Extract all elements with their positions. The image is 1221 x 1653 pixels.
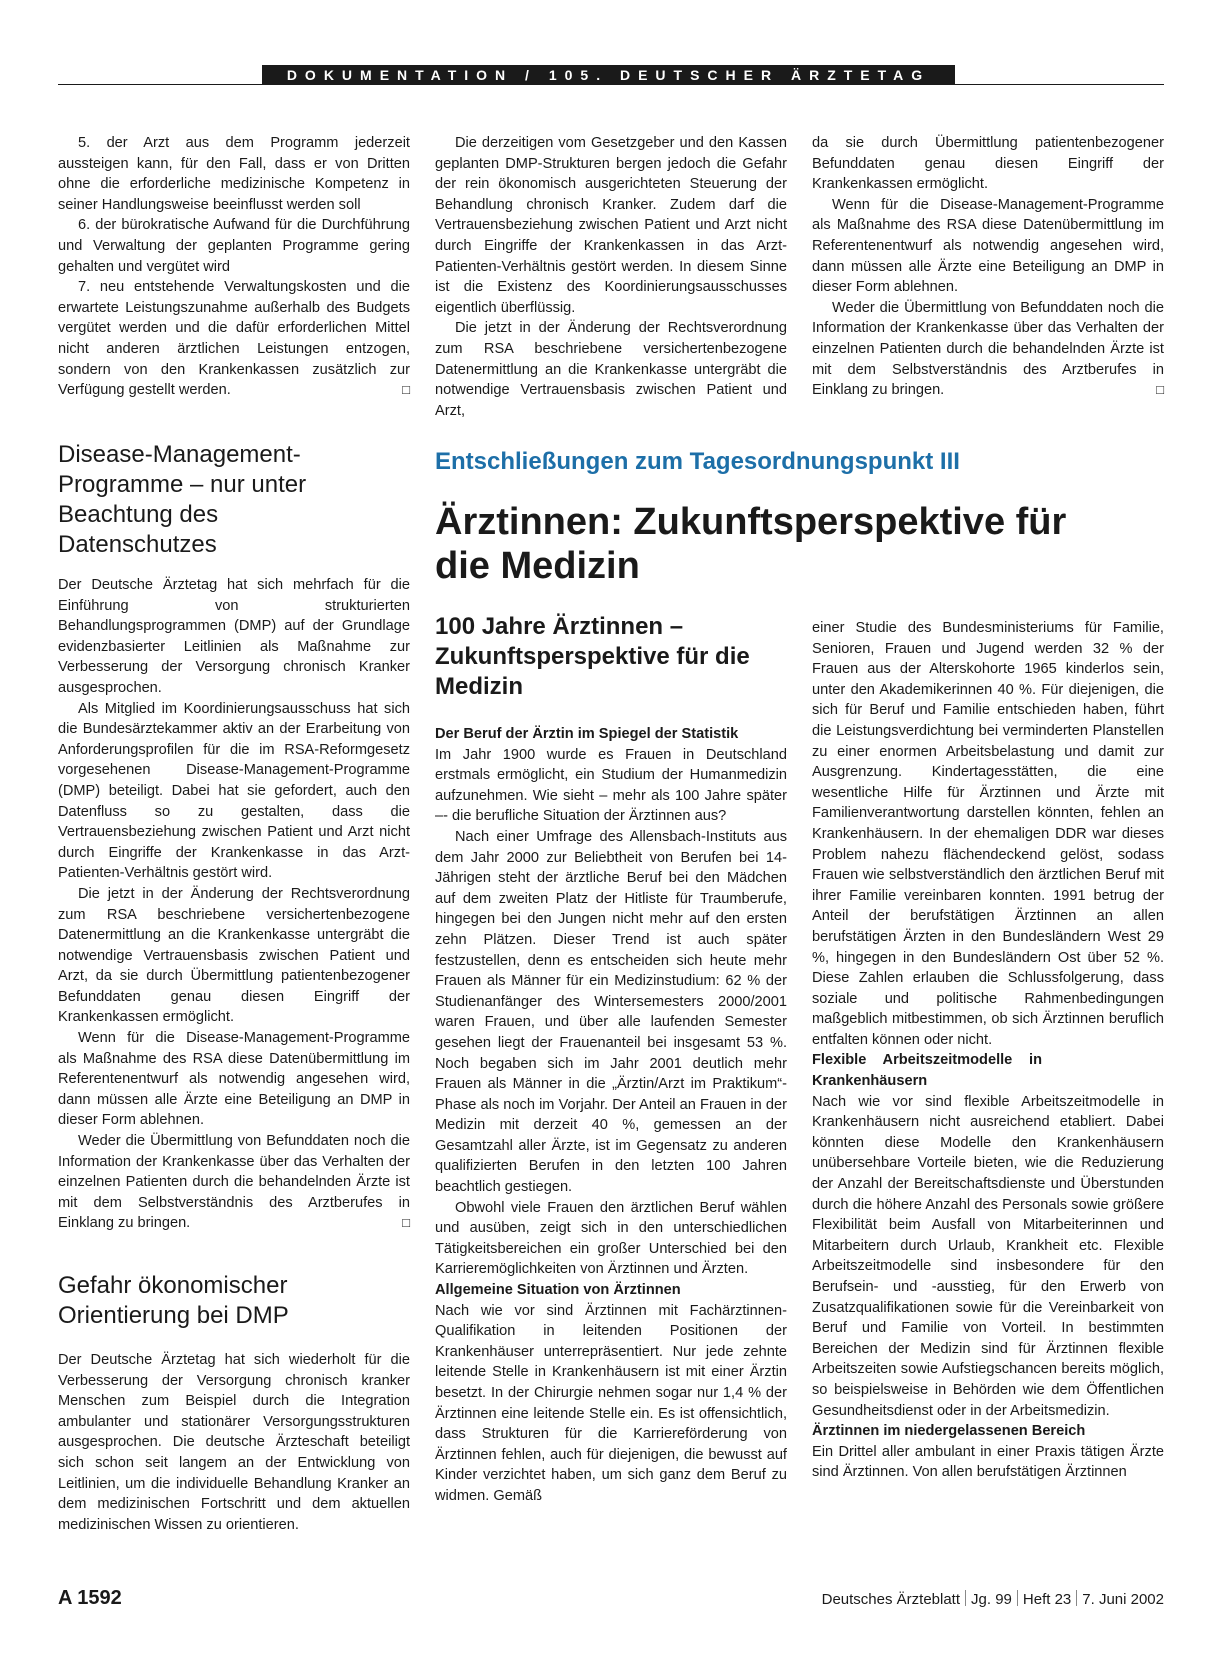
paragraph: einer Studie des Bundesministeriums für Familie, Senioren, Frauen und Jugend werden 32 % der Frauen aus der Alterskohorte 1965 kinderlos sein, unter den Akademikerinnen 40 %. Für diejenigen, die sich für Beruf und Familie entschieden haben, führt die Leistungsverdichtung bei verminderten Planstellen zu einer enormen Arbeitsbelastung und damit zur Ausgrenzung. Kindertagesstätten, die eine wesentliche Hilfe für Ärztinnen und Ärzte mit Familienverantwortung darstellen könnten, fehlen an Krankenhäusern. In der ehemaligen DDR war dieses Problem nahezu flächendeckend gelöst, sodass Frauen wie selbstverständlich den ärztlichen Beruf mit ihrer Familie vereinbaren konnten. 1991 betrug der Anteil der berufstätigen Ärztinnen an allen berufstätigen Ärzten in den Bundesländern West 29 %, hingegen in den Bundesländern Ost über 52 %. Diese Zahlen erlauben die Schlussfolgerung, dass soziale und politische Rahmenbedingungen maßgeblich mitbestimmen, ob sich Ärztinnen beruflich entfalten können oder nicht. bbox=[812, 620, 1164, 1048]
paragraph: Im Jahr 1900 wurde es Frauen in Deutschland erstmals ermöglicht, ein Studium der Humanmedizin aufzunehmen. Wie sieht – mehr als 100 Jahre später –- die berufliche Situation der Ärztinnen aus? bbox=[435, 746, 787, 825]
paragraph: Nach wie vor sind flexible Arbeitszeitmodelle in Krankenhäusern nicht ausreichend etabliert. Dabei könnten diese Modelle den Krankenhäusern unübersehbare Vorteile bieten, wie die Reduzierung der Anzahl der Bereitschaftsdienste und Überstunden durch die höhere Anzahl des Personals sowie größere Flexibilität beim Ausfall von Mitarbeiterinnen und Mitarbeitern durch Urlaub, Krankheit etc. Flexible Arbeitszeitmodelle sind insbesondere für den Berufsein- und -ausstieg, für den Erwerb von Zusatzqualifikationen sowie für die Vereinbarkeit von Beruf und Familie von Vorteil. In bestimmten Bereichen der Medizin sind für Ärztinnen flexible Arbeitszeiten sowie Aufstiegschancen bereits möglich, so beispielsweise in Behörden wie dem Öffentlichen Gesundheitsdienst oder in der Arbeitsmedizin. bbox=[812, 1093, 1164, 1419]
article-headline: 100 Jahre Ärztinnen – Zukunftsperspektive für die Medizin bbox=[435, 613, 750, 700]
section-body-dmp bbox=[58, 1350, 410, 1535]
paragraph-text: Weder die Übermittlung von Befunddaten noch die Information der Krankenkasse über das Verhalten der einzelnen Patienten durch die behandelnden Ärzte ist mit dem Selbstverständnis des Arztberufes in Einklang zu bringen. bbox=[58, 1133, 410, 1232]
top-column-2 bbox=[435, 133, 787, 421]
article-column-right bbox=[812, 618, 1164, 1483]
paragraph bbox=[58, 1131, 410, 1234]
paragraph: Der Deutsche Ärztetag hat sich wiederholt für die Verbesserung der Versorgung chronisch kranker Menschen zum Beispiel durch die Integration ambulanter und stationärer Versorgungsstrukturen ausgesprochen. Die deutsche Ärzteschaft beteiligt sich schon seit langem an der Entwicklung von Leitlinien, um die individuelle Behandlung Kranker an dem medizinischen Fortschritt und dem aktuellen medizinischen Wissen zu orientieren. bbox=[58, 1352, 410, 1533]
article-kicker: Entschließungen zum Tagesordnungspunkt III bbox=[435, 448, 960, 475]
end-mark: □ bbox=[402, 1215, 410, 1231]
list-item-5: 5. der Arzt aus dem Programm jederzeit aussteigen kann, für den Fall, dass er von Dritten ohne die erforderliche medizinische Kompetenz in seiner Handlungsweise beeinflusst werden soll bbox=[58, 135, 410, 213]
paragraph: da sie durch Übermittlung patientenbezogener Befunddaten genau diesen Eingriff der Krankenkassen ermöglicht. bbox=[812, 135, 1164, 193]
subheading-niedergelassener-bereich: Ärztinnen im niedergelassenen Bereich bbox=[812, 1423, 1086, 1440]
end-mark: □ bbox=[402, 382, 410, 398]
top-column-1 bbox=[58, 133, 410, 401]
paragraph: Als Mitglied im Koordinierungsausschuss hat sich die Bundesärztekammer aktiv an der Erarbeitung von Anforderungsprofilen für die im RSA-Reformgesetz vorgesehenen Disease-Management-Programme (DMP) beteiligt. Dabei hat sie gefordert, auch den Datenfluss so zu gestalten, dass die Vertrauensbeziehung zwischen Patient und Arzt nicht durch Eingriffe der Krankenkasse in das Arzt-Patienten-Verhältnis gestört wird. bbox=[58, 700, 410, 882]
running-head: DOKUMENTATION / 105. DEUTSCHER ÄRZTETAG bbox=[262, 65, 955, 85]
top-column-3 bbox=[812, 133, 1164, 401]
footer-separator bbox=[1017, 1590, 1018, 1606]
paragraph: Die jetzt in der Änderung der Rechtsverordnung zum RSA beschriebene versichertenbezogene Datenermittlung an die Krankenkasse untergräbt die notwendige Vertrauensbasis zwischen Patient und Arzt, da sie durch Übermittlung patientenbezogener Befunddaten genau diesen Eingriff der Krankenkassen ermöglicht. bbox=[58, 885, 410, 1026]
article-column-middle bbox=[435, 710, 787, 1507]
subheading-statistik: Der Beruf der Ärztin im Spiegel der Statistik bbox=[435, 726, 739, 742]
journal-name: Deutsches Ärzteblatt bbox=[821, 1591, 961, 1608]
footer-separator bbox=[1076, 1590, 1077, 1606]
paragraph: Die jetzt in der Änderung der Rechtsverordnung zum RSA beschriebene versichertenbezogene Datenermittlung an die Krankenkasse untergräbt die notwendige Vertrauensbasis zwischen Patient und Arzt, bbox=[435, 320, 787, 419]
paragraph-text: Weder die Übermittlung von Befunddaten noch die Information der Krankenkasse über das Verhalten der einzelnen Patienten durch die behandelnden Ärzte ist mit dem Selbstverständnis des Arztberufes in Einklang zu bringen. bbox=[812, 299, 1164, 399]
footer-separator bbox=[965, 1590, 966, 1606]
paragraph: Wenn für die Disease-Management-Programme als Maßnahme des RSA diese Datenübermittlung im Referentenentwurf als notwendig angesehen wird, dann müssen alle Ärzte eine Beteiligung an DMP in dieser Form ablehnen. bbox=[812, 196, 1164, 296]
paragraph: Der Deutsche Ärztetag hat sich mehrfach für die Einführung von strukturierten Behandlungsprogrammen (DMP) auf der Grundlage evidenzbasierter Leitlinien als Maßnahme zur Verbesserung der Versorgung chronisch Kranker ausgesprochen. bbox=[58, 577, 410, 696]
list-item-7 bbox=[58, 277, 410, 401]
journal-volume: Jg. 99 bbox=[971, 1591, 1012, 1608]
article-title: Ärztinnen: Zukunftsperspektive für die Medizin bbox=[435, 501, 1067, 587]
paragraph: Nach wie vor sind Ärztinnen mit Fachärztinnen-Qualifikation in leitenden Positionen der Krankenhäuser unterrepräsentiert. Nur jede zehnte leitende Stelle in Krankenhäusern ist mit einer Ärztin besetzt. In der Chirurgie nehmen sogar nur 1,4 % der Ärztinnen eine leitende Stelle ein. Es ist offensichtlich, dass Strukturen für die Karriereförderung von Ärztinnen fehlen, auch für diejenigen, die bewusst auf Kinder verzichtet haben, um sich ganz dem Beruf zu widmen. Gemäß bbox=[435, 1302, 787, 1504]
paragraph: Ein Drittel aller ambulant in einer Praxis tätigen Ärzte sind Ärztinnen. Von allen berufstätigen Ärztinnen bbox=[812, 1443, 1164, 1481]
section-heading-datenschutz: Disease-Management-Programme – nur unter Beachtung des Datenschutzes bbox=[58, 441, 307, 558]
section-body-datenschutz bbox=[58, 575, 410, 1234]
header-rule bbox=[58, 84, 1164, 85]
list-item-6: 6. der bürokratische Aufwand für die Durchführung und Verwaltung der geplanten Programme gering gehalten und vergütet wird bbox=[58, 217, 410, 275]
page-number: A 1592 bbox=[58, 1587, 122, 1609]
paragraph: Die derzeitigen vom Gesetzgeber und den Kassen geplanten DMP-Strukturen bergen jedoch die Gefahr der rein ökonomisch ausgerichteten Steuerung der Behandlung chronisch Kranker. Zudem darf die Vertrauensbeziehung zwischen Patient und Arzt nicht durch Eingriffe der Krankenkassen in das Arzt-Patienten-Verhältnis gestört werden. In diesem Sinne ist die Existenz des Koordinierungsausschusses eigentlich überflüssig. bbox=[435, 135, 787, 316]
journal-date: 7. Juni 2002 bbox=[1082, 1591, 1164, 1608]
paragraph: Obwohl viele Frauen den ärztlichen Beruf wählen und ausüben, zeigt sich in den unterschiedlichen Tätigkeitsbereichen ein großer Unterschied bei den Karrieremöglichkeiten von Ärztinnen und Ärzten. bbox=[435, 1199, 787, 1278]
subheading-allgemeine-situation: Allgemeine Situation von Ärztinnen bbox=[435, 1282, 681, 1299]
section-heading-dmp: Gefahr ökonomischer Orientierung bei DMP bbox=[58, 1272, 289, 1329]
footer-citation bbox=[822, 1590, 1164, 1608]
journal-issue: Heft 23 bbox=[1022, 1591, 1072, 1608]
paragraph: Nach einer Umfrage des Allensbach-Instituts aus dem Jahr 2000 zur Beliebtheit von Berufen bei 14-Jährigen steht der ärztliche Beruf bei den Mädchen auf dem zweiten Platz der Hitliste für Traumberufe, hingegen bei den Jungen nicht mehr auf den ersten zehn Plätzen. Dieser Trend ist auch später festzustellen, denn es entscheiden sich heute mehr Frauen als Männer für ein Medizinstudium: 62 % der Studienanfänger des Wintersemesters 2000/2001 waren Frauen, und über alle laufenden Semester gesehen liegt der Frauenanteil bei insgesamt 53 %. Noch begaben sich im Jahr 2001 deutlich mehr Frauen als Männer in die „Ärztin/Arzt im Praktikum“-Phase als noch im Vorjahr. Der Anteil an Frauen in der Medizin mit derzeit 40 %, gemessen an der Gesamtzahl aller Ärzte, ist im Gegensatz zu anderen qualifizierten Berufen in den letzten 100 Jahren beachtlich gestiegen. bbox=[435, 828, 787, 1196]
paragraph: Wenn für die Disease-Management-Programme als Maßnahme des RSA diese Datenübermittlung im Referentenentwurf als notwendig angesehen wird, dann müssen alle Ärzte eine Beteiligung an DMP in dieser Form ablehnen. bbox=[58, 1030, 410, 1129]
subheading-arbeitszeitmodelle: Flexible Arbeitszeitmodelle in Krankenhäusern bbox=[812, 1052, 1042, 1090]
list-item-7-text: 7. neu entstehende Verwaltungskosten und die erwartete Leistungszunahme außerhalb des Budgets vergütet werden und die dafür erforderlichen Mittel nicht anderen ärztlichen Leistungen entzogen, sondern von den Krankenkassen zusätzlich zur Verfügung gestellt werden. bbox=[58, 279, 410, 399]
end-mark: □ bbox=[1156, 382, 1164, 398]
paragraph bbox=[812, 298, 1164, 401]
